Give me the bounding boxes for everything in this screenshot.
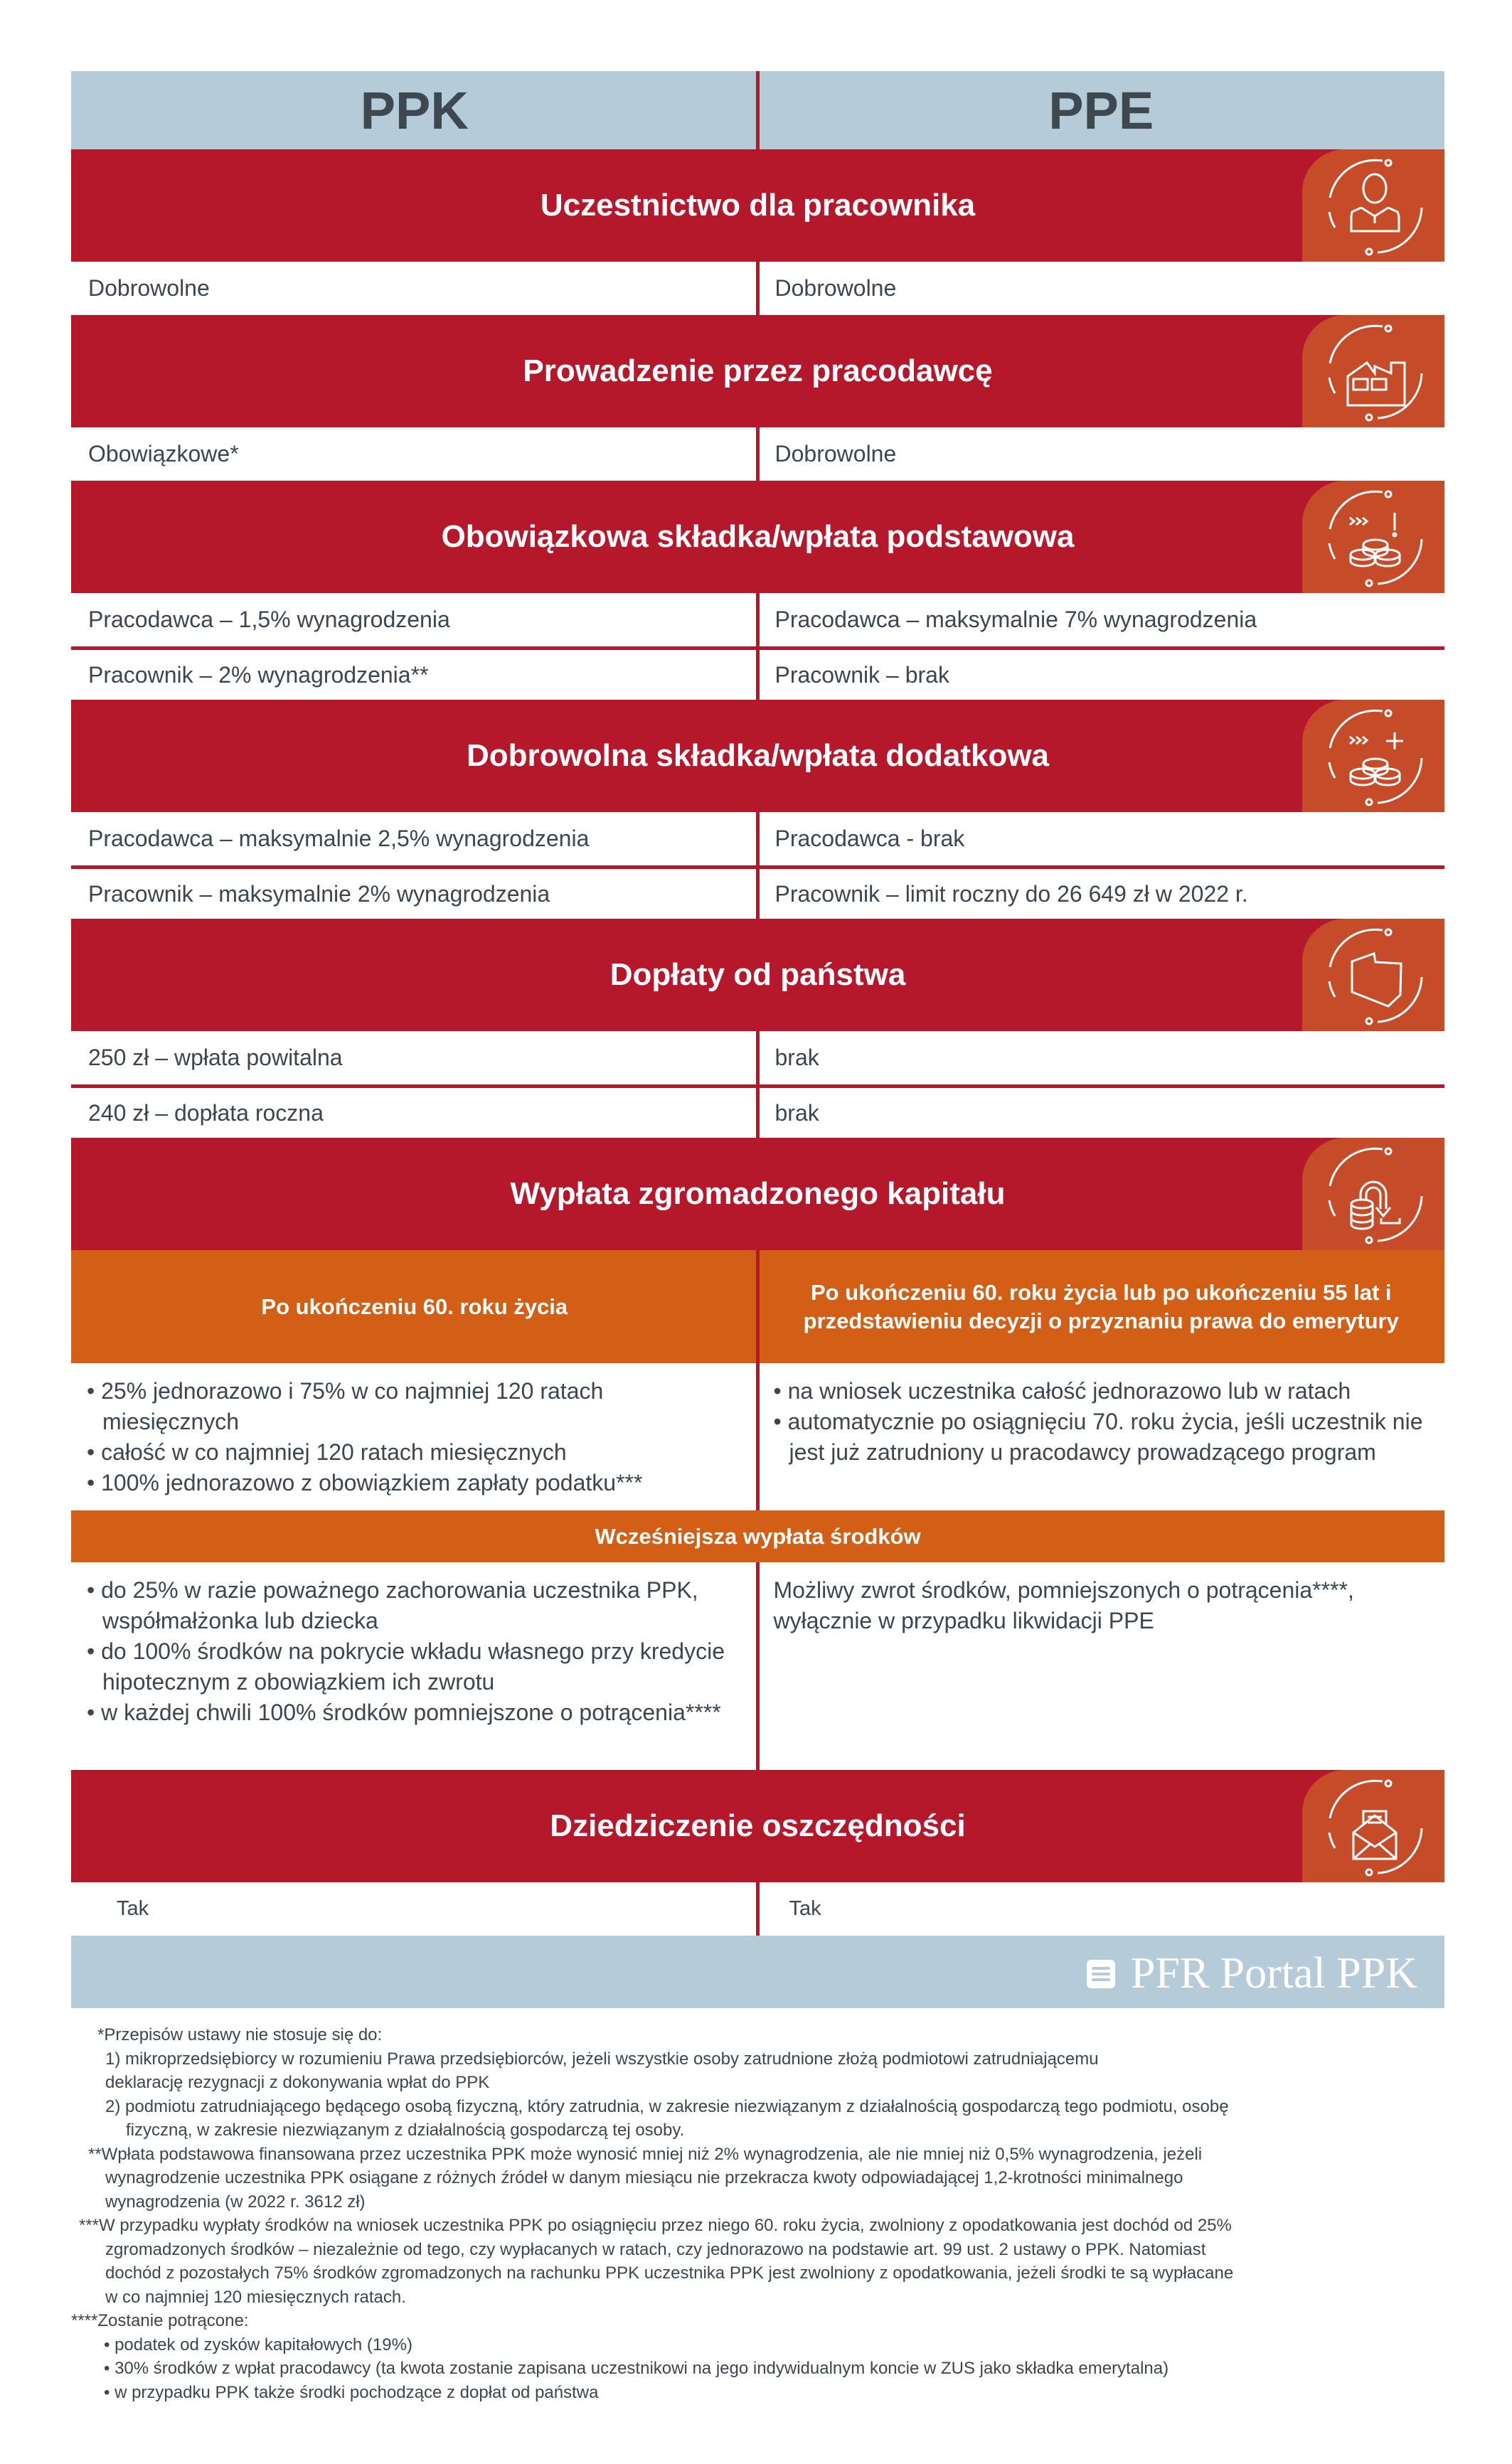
column-divider: [756, 650, 760, 700]
section-title: Obowiązkowa składka/wpłata podstawowa: [441, 519, 1075, 554]
ppk-cell: Obowiązkowe*: [88, 441, 239, 466]
list-item: • do 25% w razie poważnego zachorowania uczestnika PPK, współmałżonka lub dziecka: [87, 1575, 744, 1636]
list-item: • całość w co najmniej 120 ratach miesięcznych: [87, 1437, 744, 1468]
ppk-cell: Pracownik – 2% wynagrodzenia**: [88, 661, 429, 688]
payout-icon: [1302, 1138, 1444, 1250]
column-divider: [756, 812, 760, 865]
factory-icon: [1302, 315, 1444, 427]
footnote-line: ***W przypadku wypłaty środków na wniosek uczestnika PPK po osiągnięciu przez niego 60. roku życia, zwolniony z opodatkowania jest dochód od 25%: [79, 2216, 1232, 2235]
person-icon-graphic: [1302, 149, 1444, 262]
ppe-payout-list: [774, 1376, 1431, 1468]
ppe-cell: brak: [774, 1099, 819, 1126]
payout-icon-graphic: [1302, 1138, 1444, 1250]
ppe-cell: Pracodawca – maksymalnie 7% wynagrodzenia: [774, 607, 1257, 632]
ppk-cell: Dobrowolne: [88, 275, 210, 301]
table-row: [71, 1084, 1444, 1138]
column-divider: [756, 1250, 760, 1363]
section-band-inheritance: [71, 1770, 1444, 1882]
footnote-line: fizyczną, w zakresie niezwiązanym z działalnością gospodarczą tej osoby.: [126, 2121, 685, 2140]
ppk-cell: Pracodawca – maksymalnie 2,5% wynagrodzenia: [88, 826, 590, 851]
footnote-line: • w przypadku PPK także środki pochodzące z dopłat od państwa: [104, 2382, 599, 2402]
footnote-line: zgromadzonych środków – niezależnie od tego, czy wypłacanych w ratach, czy jednorazowo na podstawie art. 99 ust. 2 ustawy o PPK. Natomiast: [105, 2239, 1206, 2259]
coins-exclamation-icon: [1302, 481, 1444, 593]
logo-text: PFR Portal PPK: [1130, 1949, 1417, 1998]
footnote-line: • 30% środków z wpłat pracodawcy (ta kwota zostanie zapisana uczestnikowi na jego indywidualnym koncie w ZUS jako składka emerytalna): [104, 2359, 1169, 2378]
table-row: [71, 1882, 1444, 1936]
footnote-line: wynagrodzenia (w 2022 r. 3612 zł): [105, 2192, 366, 2212]
section-title: Dopłaty od państwa: [609, 957, 906, 992]
section-band: [71, 919, 1444, 1031]
section-band-payout: [71, 1138, 1444, 1250]
column-divider: [756, 427, 760, 481]
table-row: [71, 1031, 1444, 1084]
ppe-cell: Pracodawca - brak: [774, 826, 965, 851]
section-band: [71, 315, 1444, 427]
section-title: Wypłata zgromadzonego kapitału: [510, 1176, 1006, 1211]
ppk-cell: 250 zł – wpłata powitalna: [88, 1045, 343, 1070]
table-row: [71, 646, 1444, 700]
table-row: [71, 812, 1444, 865]
list-item: • automatycznie po osiągnięciu 70. roku życia, jeśli uczestnik nie jest już zatrudniony u pracodawcy prowadzącego program: [774, 1407, 1431, 1468]
list-item: • 100% jednorazowo z obowiązkiem zapłaty podatku***: [87, 1468, 744, 1498]
column-divider: [756, 869, 760, 919]
section-title: Uczestnictwo dla pracownika: [540, 188, 976, 223]
table-row: [71, 427, 1444, 481]
ppe-cell: brak: [774, 1045, 819, 1070]
ppe-cell: Pracownik – brak: [774, 661, 949, 688]
pfr-portal-ppk-logo: [1087, 1948, 1417, 1999]
payout-subheader: [71, 1250, 1444, 1363]
section-band: [71, 700, 1444, 812]
footnote-line: 2) podmiotu zatrudniającego będącego osobą fizyczną, który zatrudnia, w zakresie niezwiązanym z działalnością gospodarczą tego podmiotu, osobę: [105, 2096, 1229, 2116]
footnote-line: *Przepisów ustawy nie stosuje się do:: [97, 2025, 383, 2044]
section-title: Dobrowolna składka/wpłata dodatkowa: [466, 738, 1050, 773]
section-band: [71, 149, 1444, 262]
envelope-icon-graphic: [1302, 1770, 1444, 1882]
column-divider: [756, 1031, 760, 1084]
payout-bullets: [71, 1363, 1444, 1510]
logo-mark-icon: [1087, 1960, 1115, 1988]
section-title: Dziedziczenie oszczędności: [550, 1808, 966, 1843]
coins-plus-icon: [1302, 700, 1444, 812]
footnote-line: **Wpłata podstawowa finansowana przez uczestnika PPK może wynosić mniej niż 2% wynagrodzenia, ale nie mniej niż 0,5% wynagrodzenia, jeżeli: [88, 2144, 1203, 2164]
table-header: [71, 71, 1444, 149]
footnote-line: w co najmniej 120 miesięcznych ratach.: [105, 2287, 406, 2307]
subheader-ppe: Po ukończeniu 60. roku życia lub po ukończeniu 55 lat i przedstawieniu decyzji o przyznaniu prawa do emerytury: [803, 1279, 1399, 1333]
footnote-line: ****Zostanie potrącone:: [71, 2311, 249, 2330]
ppk-cell: Pracodawca – 1,5% wynagrodzenia: [88, 607, 450, 632]
column-divider: [756, 71, 760, 149]
ppe-cell: Tak: [789, 1897, 821, 1920]
factory-icon-graphic: [1302, 315, 1444, 427]
list-item: • na wniosek uczestnika całość jednorazowo lub w ratach: [774, 1376, 1431, 1407]
footnote-line: deklarację rezygnacji z dokonywania wpłat do PPK: [105, 2073, 490, 2092]
column-header-ppe: PPE: [1048, 80, 1154, 140]
table-row: [71, 593, 1444, 646]
table-row: [71, 865, 1444, 919]
person-icon: [1302, 149, 1444, 262]
subheader-ppk: Po ukończeniu 60. roku życia: [261, 1294, 568, 1319]
ppe-cell: Dobrowolne: [774, 275, 897, 301]
list-item: • 25% jednorazowo i 75% w co najmniej 120 ratach miesięcznych: [87, 1376, 744, 1437]
section-band: [71, 481, 1444, 593]
footnote-line: • podatek od zysków kapitałowych (19%): [104, 2335, 412, 2354]
column-divider: [756, 262, 760, 315]
column-divider: [756, 1363, 760, 1510]
list-item: • w każdej chwili 100% środków pomniejszone o potrącenia****: [87, 1697, 744, 1728]
comparison-table: [71, 71, 1444, 2008]
ppe-cell: Dobrowolne: [774, 441, 897, 466]
coins-exclamation-icon-graphic: [1302, 481, 1444, 593]
column-header-ppk: PPK: [360, 80, 469, 140]
ppk-early-list: [87, 1575, 744, 1728]
early-payout-header: Wcześniejsza wypłata środków: [71, 1510, 1444, 1562]
poland-map-icon: [1302, 919, 1444, 1031]
table-row: [71, 262, 1444, 315]
list-item: • do 100% środków na pokrycie wkładu własnego przy kredycie hipotecznym z obowiązkiem ich zwrotu: [87, 1636, 744, 1697]
column-divider: [756, 1882, 760, 1936]
footnote-line: 1) mikroprzedsiębiorcy w rozumieniu Prawa przedsiębiorców, jeżeli wszystkie osoby zatrudnione złożą podmiotowi zatrudniającemu: [105, 2049, 1099, 2069]
ppe-cell: Pracownik – limit roczny do 26 649 zł w 2022 r.: [774, 880, 1248, 907]
ppk-cell: Tak: [117, 1897, 149, 1920]
footnotes: [0, 2023, 1512, 2404]
ppe-early-text: Możliwy zwrot środków, pomniejszonych o potrącenia****, wyłącznie w przypadku likwidacji PPE: [773, 1577, 1354, 1633]
column-divider: [756, 1562, 760, 1770]
footnote-line: wynagrodzenie uczestnika PPK osiągane z różnych źródeł w danym miesiącu nie przekracza kwoty odpowiadającej 1,2-krotności minimalnego: [105, 2168, 1183, 2187]
ppk-cell: 240 zł – dopłata roczna: [88, 1099, 324, 1126]
coins-plus-icon-graphic: [1302, 700, 1444, 812]
column-divider: [756, 1088, 760, 1138]
column-divider: [756, 593, 760, 646]
footer-bar: [71, 1936, 1444, 2008]
envelope-icon: [1302, 1770, 1444, 1882]
ppk-payout-list: [87, 1376, 744, 1498]
section-title: Prowadzenie przez pracodawcę: [523, 353, 993, 388]
footnote-line: dochód z pozostałych 75% środków zgromadzonych na rachunku PPK uczestnika PPK jest zwolniony z opodatkowania, jeżeli środki te są wypłacane: [105, 2263, 1234, 2283]
poland-map-icon-graphic: [1302, 919, 1444, 1031]
early-payout-bullets: [71, 1562, 1444, 1770]
ppk-cell: Pracownik – maksymalnie 2% wynagrodzenia: [88, 880, 550, 907]
